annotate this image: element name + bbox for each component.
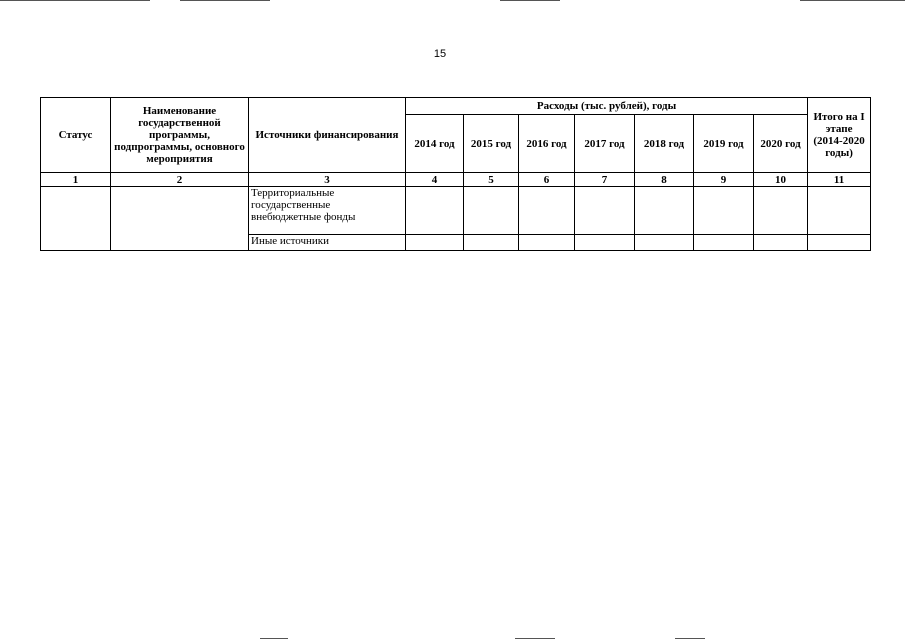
value-cell xyxy=(754,235,808,251)
total-cell xyxy=(808,187,871,235)
value-cell xyxy=(694,187,754,235)
scan-edge-mark xyxy=(260,638,288,639)
scan-edge-mark xyxy=(800,0,905,1)
value-cell xyxy=(635,187,694,235)
value-cell xyxy=(694,235,754,251)
value-cell xyxy=(575,235,635,251)
header-year: 2018 год xyxy=(635,115,694,173)
column-number: 10 xyxy=(754,173,808,187)
column-number: 6 xyxy=(519,173,575,187)
column-number: 8 xyxy=(635,173,694,187)
header-year: 2015 год xyxy=(464,115,519,173)
header-year: 2020 год xyxy=(754,115,808,173)
header-program-name: Наименование государственной программы, подпрограммы, основного мероприятия xyxy=(111,98,249,173)
header-year: 2019 год xyxy=(694,115,754,173)
column-number: 5 xyxy=(464,173,519,187)
total-cell xyxy=(808,235,871,251)
value-cell xyxy=(519,235,575,251)
value-cell xyxy=(406,187,464,235)
scan-edge-mark xyxy=(675,638,705,639)
value-cell xyxy=(464,235,519,251)
value-cell xyxy=(519,187,575,235)
header-funding-sources: Источники финансирования xyxy=(249,98,406,173)
funding-source-cell: Территориальные государственные внебюджетные фонды xyxy=(249,187,406,235)
header-year: 2014 год xyxy=(406,115,464,173)
scan-edge-mark xyxy=(0,0,150,1)
header-year: 2017 год xyxy=(575,115,635,173)
column-number: 2 xyxy=(111,173,249,187)
value-cell xyxy=(406,235,464,251)
column-number: 4 xyxy=(406,173,464,187)
column-number: 1 xyxy=(41,173,111,187)
scan-edge-mark xyxy=(515,638,555,639)
column-number: 11 xyxy=(808,173,871,187)
table-row xyxy=(41,187,871,235)
header-expenses-group: Расходы (тыс. рублей), годы xyxy=(406,98,808,115)
funding-source-cell: Иные источники xyxy=(249,235,406,251)
page-number: 15 xyxy=(433,48,447,60)
scan-edge-mark xyxy=(180,0,270,1)
column-number: 7 xyxy=(575,173,635,187)
column-number: 9 xyxy=(694,173,754,187)
budget-table xyxy=(40,97,871,251)
value-cell xyxy=(464,187,519,235)
program-name-cell xyxy=(111,187,249,251)
value-cell xyxy=(635,235,694,251)
column-number: 3 xyxy=(249,173,406,187)
status-cell xyxy=(41,187,111,251)
header-total: Итого на I этапе (2014-2020 годы) xyxy=(808,98,871,173)
value-cell xyxy=(575,187,635,235)
scan-edge-mark xyxy=(500,0,560,1)
value-cell xyxy=(754,187,808,235)
header-status: Статус xyxy=(41,98,111,173)
header-year: 2016 год xyxy=(519,115,575,173)
